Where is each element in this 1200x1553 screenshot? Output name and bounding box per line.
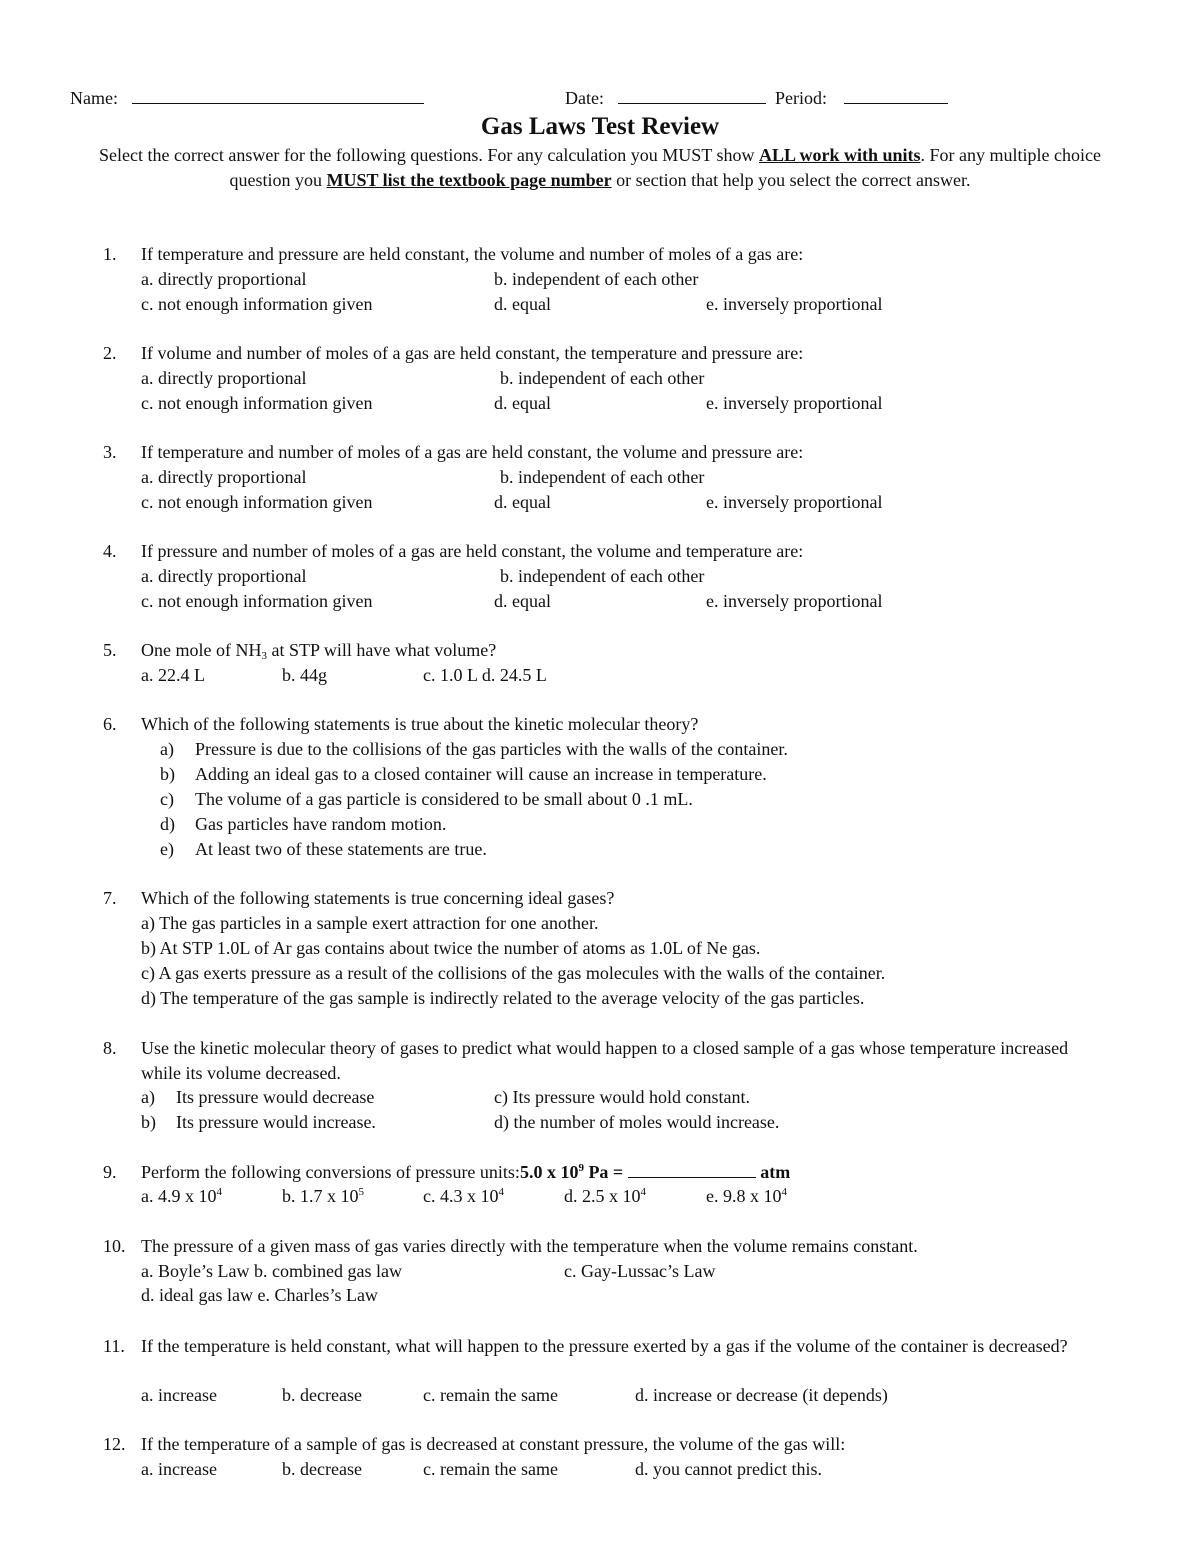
question-number: 6.: [103, 714, 117, 734]
question-text: If temperature and pressure are held constant, the volume and number of moles of a gas are:: [141, 244, 804, 264]
question-number: 5.: [103, 640, 117, 660]
answer-option[interactable]: a. directly proportional: [141, 467, 307, 487]
answer-option[interactable]: a. directly proportional: [141, 368, 307, 388]
question-text-part: Perform the following conversions of pressure units:: [141, 1162, 520, 1182]
page-title: Gas Laws Test Review: [480, 113, 720, 140]
answer-option[interactable]: d. increase or decrease (it depends): [635, 1385, 888, 1405]
period-label: Period:: [775, 88, 827, 108]
date-blank[interactable]: [618, 86, 766, 104]
answer-option[interactable]: d. equal: [494, 294, 551, 314]
answer-option[interactable]: d. equal: [494, 492, 551, 512]
answer-option[interactable]: d) The temperature of the gas sample is indirectly related to the average velocity of the gas particles.: [141, 988, 865, 1008]
answer-letter: b): [160, 764, 175, 784]
answer-option[interactable]: The volume of a gas particle is considered to be small about 0 .1 mL.: [195, 789, 693, 809]
question-text: If temperature and number of moles of a gas are held constant, the volume and pressure are:: [141, 442, 804, 462]
question-text-part: One mole of NH: [141, 640, 262, 660]
answer-option[interactable]: Adding an ideal gas to a closed container will cause an increase in temperature.: [195, 764, 767, 784]
answer-letter: a): [141, 1087, 155, 1107]
answer-option[interactable]: e. inversely proportional: [706, 492, 883, 512]
answer-option[interactable]: c. remain the same: [423, 1459, 558, 1479]
question-number: 3.: [103, 442, 117, 462]
answer-option[interactable]: b. independent of each other: [500, 467, 705, 487]
answer-option[interactable]: e. inversely proportional: [706, 591, 883, 611]
answer-option[interactable]: b. decrease: [282, 1385, 362, 1405]
answer-option[interactable]: c) A gas exerts pressure as a result of the collisions of the gas molecules with the walls of the container.: [141, 963, 886, 983]
pressure-value: 5.0 x 10: [519, 1162, 579, 1182]
answer-option[interactable]: c. Gay-Lussac’s Law: [564, 1261, 716, 1281]
answer-option[interactable]: b. independent of each other: [500, 368, 705, 388]
answer-blank[interactable]: [628, 1161, 756, 1178]
name-field: [70, 86, 424, 110]
question-text: Use the kinetic molecular theory of gases to predict what would happen to a closed sample of a gas whose temperature increased while its volume decreased.: [141, 1038, 1069, 1083]
exponent: 4: [216, 1186, 222, 1198]
question-number: 9.: [103, 1162, 117, 1182]
question-text: Which of the following statements is true about the kinetic molecular theory?: [141, 714, 699, 734]
answer-option[interactable]: a. increase: [141, 1385, 217, 1405]
instructions-text-1: Select the correct answer for the following questions. For any calculation you MUST show: [98, 145, 759, 165]
instructions-text-3: or section that help you select the correct answer.: [611, 170, 971, 190]
name-label: Name:: [70, 88, 118, 108]
question-text: If pressure and number of moles of a gas are held constant, the volume and temperature are:: [141, 541, 804, 561]
option-base: d. 2.5 x 10: [564, 1186, 641, 1206]
question-text: If the temperature is held constant, what will happen to the pressure exerted by a gas if the volume of the container is decreased?: [141, 1336, 1068, 1356]
exponent: 5: [358, 1186, 364, 1198]
answer-option[interactable]: e. inversely proportional: [706, 393, 883, 413]
answer-option[interactable]: d) the number of moles would increase.: [494, 1112, 780, 1132]
instructions: [70, 143, 1130, 193]
exponent: 4: [640, 1186, 646, 1198]
answer-option[interactable]: c. not enough information given: [141, 393, 373, 413]
subscript: 3: [261, 650, 267, 662]
answer-option[interactable]: At least two of these statements are true.: [195, 839, 487, 859]
answer-option[interactable]: d. equal: [494, 591, 551, 611]
question-number: 11.: [103, 1336, 125, 1356]
answer-option[interactable]: c. not enough information given: [141, 591, 373, 611]
answer-option[interactable]: b) At STP 1.0L of Ar gas contains about twice the number of atoms as 1.0L of Ne gas.: [141, 938, 761, 958]
answer-option[interactable]: a. Boyle’s Law b. combined gas law: [141, 1261, 402, 1281]
answer-option[interactable]: c. 1.0 L d. 24.5 L: [423, 665, 547, 685]
period-blank[interactable]: [844, 86, 948, 104]
period-field: [775, 86, 948, 110]
answer-option[interactable]: [423, 1184, 504, 1208]
answer-letter: e): [160, 839, 174, 859]
answer-option[interactable]: c. not enough information given: [141, 294, 373, 314]
question-number: 7.: [103, 888, 117, 908]
answer-option[interactable]: a. directly proportional: [141, 566, 307, 586]
option-base: a. 4.9 x 10: [141, 1186, 217, 1206]
exponent: 9: [578, 1162, 584, 1174]
instructions-emphasis-2: MUST list the textbook page number: [326, 170, 612, 190]
question-number: 10.: [103, 1236, 126, 1256]
date-label: Date:: [565, 88, 604, 108]
pressure-unit: Pa =: [583, 1162, 628, 1182]
question-text: If volume and number of moles of a gas are held constant, the temperature and pressure are:: [141, 343, 804, 363]
question-text: Which of the following statements is true concerning ideal gases?: [141, 888, 615, 908]
answer-letter: b): [141, 1112, 156, 1132]
option-base: c. 4.3 x 10: [423, 1186, 499, 1206]
answer-option[interactable]: Its pressure would decrease: [176, 1087, 375, 1107]
instructions-text-2: . For any multiple choice question you: [229, 145, 1102, 190]
answer-option[interactable]: b. 44g: [282, 665, 327, 685]
answer-option[interactable]: [564, 1184, 646, 1208]
answer-option[interactable]: b. independent of each other: [500, 566, 705, 586]
answer-option[interactable]: c. not enough information given: [141, 492, 373, 512]
question-number: 8.: [103, 1038, 117, 1058]
question-text: If the temperature of a sample of gas is decreased at constant pressure, the volume of the gas will:: [141, 1434, 846, 1454]
question-number: 2.: [103, 343, 117, 363]
answer-option[interactable]: a) The gas particles in a sample exert attraction for one another.: [141, 913, 599, 933]
answer-option[interactable]: e. inversely proportional: [706, 294, 883, 314]
date-field: [565, 86, 766, 110]
answer-option[interactable]: Pressure is due to the collisions of the gas particles with the walls of the container.: [195, 739, 788, 759]
answer-option[interactable]: a. increase: [141, 1459, 217, 1479]
option-base: e. 9.8 x 10: [706, 1186, 782, 1206]
target-unit: atm: [755, 1162, 791, 1182]
answer-option[interactable]: c. remain the same: [423, 1385, 558, 1405]
answer-option[interactable]: d. equal: [494, 393, 551, 413]
question-text: The pressure of a given mass of gas varies directly with the temperature when the volume remains constant.: [141, 1236, 918, 1256]
exponent: 4: [498, 1186, 504, 1198]
question-number: 12.: [103, 1434, 126, 1454]
answer-option[interactable]: b. decrease: [282, 1459, 362, 1479]
exponent: 4: [781, 1186, 787, 1198]
instructions-emphasis-1: ALL work with units: [759, 145, 921, 165]
answer-option[interactable]: d. ideal gas law e. Charles’s Law: [141, 1285, 378, 1305]
answer-option[interactable]: [141, 1184, 222, 1208]
answer-option[interactable]: d. you cannot predict this.: [635, 1459, 822, 1479]
option-base: b. 1.7 x 10: [282, 1186, 359, 1206]
answer-option[interactable]: Gas particles have random motion.: [195, 814, 447, 834]
answer-option[interactable]: [706, 1184, 787, 1208]
answer-option[interactable]: b. independent of each other: [494, 269, 699, 289]
question-number: 4.: [103, 541, 117, 561]
answer-option[interactable]: Its pressure would increase.: [176, 1112, 376, 1132]
answer-letter: c): [160, 789, 174, 809]
question-text: [141, 638, 496, 662]
answer-option[interactable]: [282, 1184, 364, 1208]
answer-option[interactable]: a. directly proportional: [141, 269, 307, 289]
question-number: 1.: [103, 244, 117, 264]
name-blank[interactable]: [132, 86, 424, 104]
question-text: [141, 1160, 790, 1184]
answer-option[interactable]: c) Its pressure would hold constant.: [494, 1087, 750, 1107]
answer-letter: a): [160, 739, 174, 759]
question-text-part: at STP will have what volume?: [266, 640, 497, 660]
answer-option[interactable]: a. 22.4 L: [141, 665, 205, 685]
answer-letter: d): [160, 814, 175, 834]
